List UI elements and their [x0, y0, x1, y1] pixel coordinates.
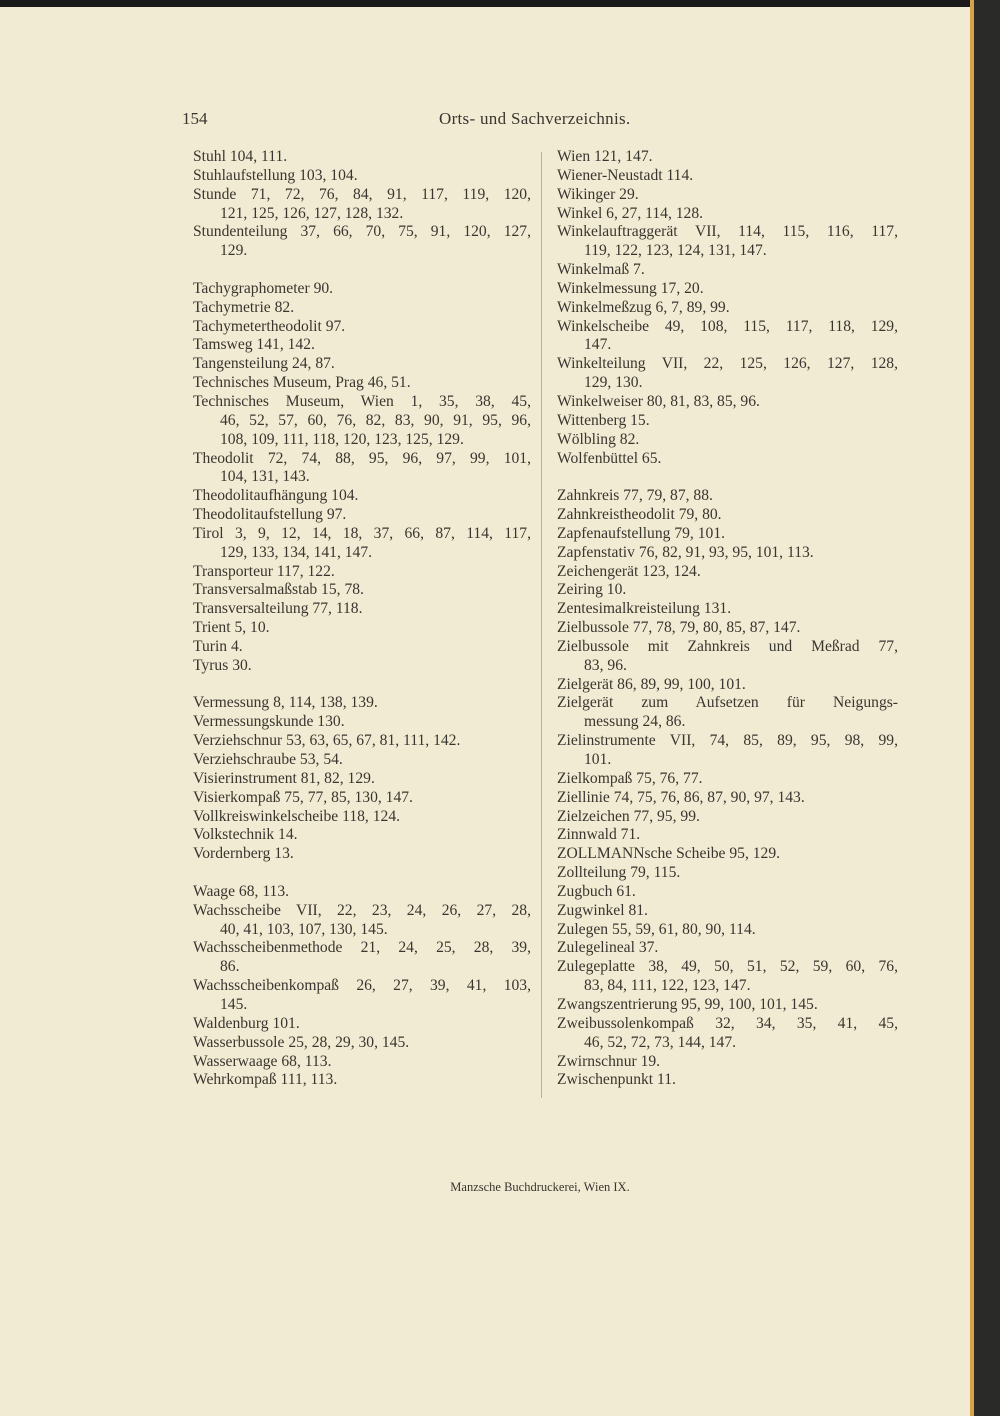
index-entry — [193, 939, 531, 977]
entry-line: Tangensteilung 24, 87. — [193, 355, 335, 373]
entry-line: Wiener-Neustadt 114. — [557, 166, 694, 184]
index-column-left — [193, 148, 531, 1109]
index-entry — [557, 525, 898, 544]
index-entry — [193, 355, 531, 374]
entry-continuation-line: 119, 122, 123, 124, 131, 147. — [584, 242, 767, 260]
entry-line: Wolfenbüttel 65. — [557, 449, 662, 467]
entry-line: Verziehschraube 53, 54. — [193, 751, 343, 768]
index-entry — [193, 374, 531, 393]
index-entry — [193, 770, 531, 789]
entry-line: Wasserwaage 68, 113. — [193, 1052, 332, 1070]
entry-line: Vordernberg 13. — [193, 845, 294, 863]
scan-right-border — [974, 0, 1000, 1416]
entry-line: Winkelscheibe 49, 108, 115, 117, 118, 129, — [557, 317, 898, 335]
index-entry — [557, 280, 898, 299]
entry-continuation-line: 40, 41, 103, 107, 130, 145. — [220, 920, 388, 938]
printer-imprint: Manzsche Buchdruckerei, Wien IX. — [450, 1180, 630, 1194]
entry-line: Zugwinkel 81. — [557, 901, 648, 919]
entry-line: Zulegelineal 37. — [557, 939, 659, 957]
entry-line: Wien 121, 147. — [557, 148, 653, 165]
index-entry — [557, 676, 898, 695]
entry-line: Vermessungskunde 130. — [193, 713, 345, 731]
entry-line: Zielkompaß 75, 76, 77. — [557, 769, 703, 787]
index-entry — [557, 921, 898, 940]
entry-line: Wachsscheibenkompaß 26, 27, 39, 41, 103, — [193, 977, 531, 995]
letter-group — [557, 487, 898, 1090]
index-entry — [193, 732, 531, 751]
index-entry — [557, 393, 898, 412]
index-entry — [557, 1015, 898, 1053]
entry-line: Technisches Museum, Wien 1, 35, 38, 45, — [193, 392, 531, 410]
entry-line: Transversalmaßstab 15, 78. — [193, 581, 364, 599]
index-entry — [557, 808, 898, 827]
index-entry — [557, 148, 898, 167]
entry-line: Winkelteilung VII, 22, 125, 126, 127, 128, — [557, 355, 898, 373]
entry-continuation-line: 108, 109, 111, 118, 120, 123, 125, 129. — [220, 430, 464, 448]
entry-line: Zielbussole mit Zahnkreis und Meßrad 77, — [557, 637, 898, 655]
index-entry — [193, 167, 531, 186]
index-entry — [557, 506, 898, 525]
entry-line: Zollteilung 79, 115. — [557, 864, 681, 882]
index-entry — [193, 713, 531, 732]
index-entry — [193, 318, 531, 337]
index-entry — [193, 1015, 531, 1034]
index-entry — [193, 336, 531, 355]
entry-line: Theodolitaufhängung 104. — [193, 487, 359, 505]
entry-line: Zwangszentrierung 95, 99, 100, 101, 145. — [557, 995, 818, 1013]
entry-continuation-line: 147. — [584, 336, 612, 354]
letter-group — [193, 148, 531, 261]
entry-line: Waage 68, 113. — [193, 882, 290, 900]
entry-line: Verziehschnur 53, 63, 65, 67, 81, 111, 142. — [193, 732, 461, 750]
index-entry — [193, 977, 531, 1015]
index-entry — [193, 393, 531, 450]
entry-line: Zwischenpunkt 11. — [557, 1071, 676, 1089]
entry-line: ZOLLMANNsche Scheibe 95, 129. — [557, 845, 781, 863]
entry-line: Winkelweiser 80, 81, 83, 85, 96. — [557, 392, 760, 410]
entry-line: Wachsscheibe VII, 22, 23, 24, 26, 27, 28, — [193, 901, 531, 919]
entry-line: Wittenberg 15. — [557, 411, 650, 429]
letter-group — [193, 883, 531, 1090]
index-entry — [193, 148, 531, 167]
index-entry — [193, 223, 531, 261]
index-entry — [557, 789, 898, 808]
entry-line: Vermessung 8, 114, 138, 139. — [193, 694, 378, 712]
entry-line: Tachygraphometer 90. — [193, 279, 334, 297]
entry-line: Zugbuch 61. — [557, 882, 636, 900]
entry-line: Winkelauftraggerät VII, 114, 115, 116, 117, — [557, 223, 898, 241]
entry-continuation-line: 129. — [220, 242, 248, 260]
index-entry — [193, 581, 531, 600]
index-entry — [193, 694, 531, 713]
entry-line: Zielgerät zum Aufsetzen für Neigungs- — [557, 694, 898, 712]
entry-line: Tyrus 30. — [193, 656, 252, 674]
entry-line: Waldenburg 101. — [193, 1014, 300, 1032]
entry-line: Stundenteilung 37, 66, 70, 75, 91, 120, 127, — [193, 223, 531, 241]
index-entry — [193, 487, 531, 506]
index-entry — [557, 261, 898, 280]
entry-line: Wehrkompaß 111, 113. — [193, 1071, 338, 1089]
index-entry — [557, 770, 898, 789]
index-entry — [557, 487, 898, 506]
entry-line: Theodolitaufstellung 97. — [193, 506, 347, 524]
entry-line: Technisches Museum, Prag 46, 51. — [193, 374, 411, 392]
entry-line: Wikinger 29. — [557, 185, 639, 203]
index-entry — [193, 1034, 531, 1053]
index-entry — [193, 280, 531, 299]
index-entry — [557, 412, 898, 431]
entry-line: Zielzeichen 77, 95, 99. — [557, 807, 700, 825]
page-number: 154 — [182, 109, 208, 128]
entry-line: Winkelmaß 7. — [557, 261, 645, 279]
entry-line: Zulegen 55, 59, 61, 80, 90, 114. — [557, 920, 756, 938]
entry-continuation-line: 104, 131, 143. — [220, 468, 310, 486]
entry-continuation-line: 83, 96. — [584, 656, 627, 674]
entry-line: Tirol 3, 9, 12, 14, 18, 37, 66, 87, 114, 117, — [193, 524, 531, 542]
index-entry — [193, 1053, 531, 1072]
entry-line: Tachymetertheodolit 97. — [193, 317, 346, 335]
index-entry — [557, 638, 898, 676]
entry-continuation-line: 129, 130. — [584, 374, 643, 392]
entry-line: Winkelmessung 17, 20. — [557, 279, 704, 297]
index-entry — [193, 883, 531, 902]
letter-group — [193, 280, 531, 676]
index-entry — [557, 563, 898, 582]
index-entry — [557, 958, 898, 996]
entry-line: Zinnwald 71. — [557, 826, 641, 844]
entry-line: Zielinstrumente VII, 74, 85, 89, 95, 98, 99, — [557, 732, 898, 750]
scan-top-border — [0, 0, 1000, 7]
index-entry — [557, 619, 898, 638]
entry-line: Zielbussole 77, 78, 79, 80, 85, 87, 147. — [557, 619, 801, 637]
letter-group — [193, 694, 531, 864]
entry-continuation-line: 145. — [220, 995, 248, 1013]
index-entry — [557, 883, 898, 902]
index-entry — [557, 186, 898, 205]
index-entry — [193, 1071, 531, 1090]
index-entry — [193, 808, 531, 827]
entry-line: Vollkreiswinkelscheibe 118, 124. — [193, 807, 401, 825]
index-entry — [193, 619, 531, 638]
entry-line: Turin 4. — [193, 637, 243, 655]
index-entry — [193, 826, 531, 845]
index-entry — [193, 600, 531, 619]
entry-line: Volkstechnik 14. — [193, 826, 298, 844]
index-entry — [557, 845, 898, 864]
index-entry — [557, 826, 898, 845]
index-entry — [557, 544, 898, 563]
index-entry — [193, 638, 531, 657]
column-divider — [541, 152, 542, 1098]
index-entry — [193, 789, 531, 808]
index-entry — [557, 223, 898, 261]
entry-line: Zeichengerät 123, 124. — [557, 562, 701, 580]
index-entry — [557, 355, 898, 393]
index-entry — [557, 996, 898, 1015]
index-entry — [557, 939, 898, 958]
index-entry — [193, 299, 531, 318]
index-entry — [557, 450, 898, 469]
index-entry — [193, 751, 531, 770]
entry-continuation-line: 46, 52, 57, 60, 76, 82, 83, 90, 91, 95, 96, — [220, 411, 531, 429]
entry-line: Theodolit 72, 74, 88, 95, 96, 97, 99, 101, — [193, 449, 531, 467]
index-entry — [557, 299, 898, 318]
letter-group — [557, 148, 898, 468]
entry-continuation-line: 121, 125, 126, 127, 128, 132. — [220, 204, 404, 222]
entry-continuation-line: 83, 84, 111, 122, 123, 147. — [584, 977, 751, 995]
entry-line: Winkel 6, 27, 114, 128. — [557, 204, 704, 222]
index-entry — [557, 431, 898, 450]
entry-line: Stuhl 104, 111. — [193, 148, 288, 165]
entry-continuation-line: 46, 52, 72, 73, 144, 147. — [584, 1033, 737, 1051]
index-entry — [557, 600, 898, 619]
index-entry — [193, 186, 531, 224]
index-entry — [557, 732, 898, 770]
entry-line: Tachymetrie 82. — [193, 298, 295, 316]
index-entry — [193, 506, 531, 525]
index-entry — [193, 845, 531, 864]
index-entry — [557, 1071, 898, 1090]
index-entry — [557, 581, 898, 600]
index-entry — [557, 167, 898, 186]
entry-continuation-line: messung 24, 86. — [584, 713, 686, 731]
index-entry — [193, 563, 531, 582]
index-entry — [557, 864, 898, 883]
entry-line: Visierkompaß 75, 77, 85, 130, 147. — [193, 788, 413, 806]
entry-line: Transversalteilung 77, 118. — [193, 600, 363, 618]
index-entry — [193, 657, 531, 676]
entry-line: Zeiring 10. — [557, 581, 627, 599]
index-entry — [193, 525, 531, 563]
index-entry — [193, 450, 531, 488]
entry-line: Trient 5, 10. — [193, 619, 270, 637]
entry-line: Ziellinie 74, 75, 76, 86, 87, 90, 97, 143. — [557, 788, 805, 806]
entry-line: Winkelmeßzug 6, 7, 89, 99. — [557, 298, 730, 316]
entry-line: Zapfenaufstellung 79, 101. — [557, 524, 726, 542]
entry-line: Wachsscheibenmethode 21, 24, 25, 28, 39, — [193, 939, 531, 957]
entry-line: Zapfenstativ 76, 82, 91, 93, 95, 101, 113. — [557, 543, 814, 561]
entry-continuation-line: 101. — [584, 751, 612, 768]
entry-continuation-line: 86. — [220, 958, 240, 976]
entry-continuation-line: 129, 133, 134, 141, 147. — [220, 543, 373, 561]
index-entry — [557, 205, 898, 224]
entry-line: Stunde 71, 72, 76, 84, 91, 117, 119, 120, — [193, 185, 531, 203]
running-title: Orts- und Sachverzeichnis. — [439, 109, 631, 128]
entry-line: Visierinstrument 81, 82, 129. — [193, 769, 375, 787]
entry-line: Zielgerät 86, 89, 99, 100, 101. — [557, 675, 746, 693]
entry-line: Stuhlaufstellung 103, 104. — [193, 166, 358, 184]
entry-line: Zentesimalkreisteilung 131. — [557, 600, 732, 618]
index-entry — [557, 694, 898, 732]
entry-line: Zulegeplatte 38, 49, 50, 51, 52, 59, 60, 76, — [557, 958, 898, 976]
entry-line: Transporteur 117, 122. — [193, 562, 335, 580]
entry-line: Zahnkreistheodolit 79, 80. — [557, 506, 722, 524]
entry-line: Wölbling 82. — [557, 430, 640, 448]
entry-line: Tamsweg 141, 142. — [193, 336, 315, 354]
index-column-right — [557, 148, 898, 1109]
entry-line: Zahnkreis 77, 79, 87, 88. — [557, 487, 713, 505]
index-entry — [557, 318, 898, 356]
index-entry — [557, 1053, 898, 1072]
entry-line: Zwirnschnur 19. — [557, 1052, 661, 1070]
index-entry — [193, 902, 531, 940]
entry-line: Wasserbussole 25, 28, 29, 30, 145. — [193, 1033, 410, 1051]
entry-line: Zweibussolenkompaß 32, 34, 35, 41, 45, — [557, 1014, 898, 1032]
index-entry — [557, 902, 898, 921]
